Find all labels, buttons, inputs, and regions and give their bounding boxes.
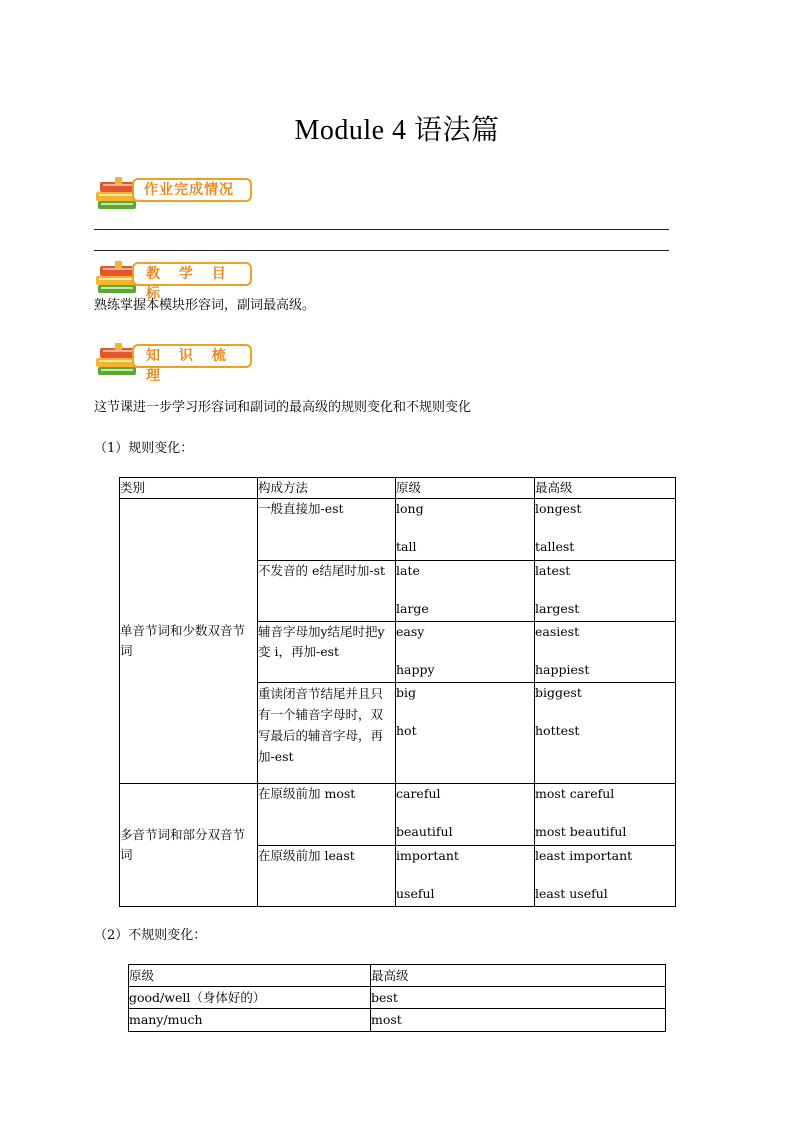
- method-cell: 在原级前加 most: [258, 784, 396, 846]
- method-cell: 辅音字母加y结尾时把y变 i，再加-est: [258, 622, 396, 683]
- category-cell: 单音节词和少数双音节词: [120, 499, 258, 784]
- base-word: easy: [396, 624, 425, 639]
- knowledge-banner: [94, 340, 259, 384]
- intro-text: 这节课进一步学习形容词和副词的最高级的规则变化和不规则变化: [94, 400, 472, 415]
- answer-line-2: [94, 250, 669, 251]
- homework-banner: [94, 174, 259, 218]
- method-cell: 在原级前加 least: [258, 846, 396, 907]
- page-title: Module 4 语法篇: [294, 115, 500, 146]
- table-row: [120, 784, 676, 846]
- super-word: biggest: [535, 685, 582, 700]
- base-cell: [396, 499, 535, 561]
- header-method: 构成方法: [258, 478, 396, 499]
- header-base: 原级: [396, 478, 535, 499]
- table-row: [120, 499, 676, 561]
- super-word: happiest: [535, 662, 590, 677]
- super-cell: [535, 683, 676, 784]
- base-cell: [396, 846, 535, 907]
- super-cell: best: [371, 987, 666, 1009]
- method-cell: 不发音的 e结尾时加-st: [258, 561, 396, 622]
- super-word: most beautiful: [535, 824, 627, 839]
- super-cell: [535, 784, 676, 846]
- super-word: longest: [535, 501, 582, 516]
- super-word: latest: [535, 563, 571, 578]
- super-word: largest: [535, 601, 580, 616]
- header-superlative: 最高级: [371, 965, 666, 987]
- base-word: beautiful: [396, 824, 453, 839]
- base-word: long: [396, 501, 424, 516]
- super-cell: most: [371, 1009, 666, 1032]
- method-cell: 重读闭音节结尾并且只有一个辅音字母时，双写最后的辅音字母，再加-est: [258, 683, 396, 784]
- base-word: large: [396, 601, 429, 616]
- super-cell: [535, 561, 676, 622]
- base-word: happy: [396, 662, 435, 677]
- super-word: least useful: [535, 886, 608, 901]
- super-cell: [535, 499, 676, 561]
- super-cell: [535, 846, 676, 907]
- section-regular: （1）规则变化：: [94, 441, 194, 456]
- table-header-row: [120, 478, 676, 499]
- super-word: tallest: [535, 539, 575, 554]
- table-header-row: [129, 965, 666, 987]
- goals-banner: [94, 258, 259, 302]
- base-cell: [396, 784, 535, 846]
- header-base: 原级: [129, 965, 371, 987]
- base-word: useful: [396, 886, 435, 901]
- base-cell: [396, 683, 535, 784]
- homework-label: 作业完成情况: [132, 178, 252, 202]
- method-cell: 一般直接加-est: [258, 499, 396, 561]
- base-word: hot: [396, 723, 417, 738]
- super-word: most careful: [535, 786, 615, 801]
- base-cell: [396, 561, 535, 622]
- table-row: [129, 987, 666, 1009]
- base-cell: many/much: [129, 1009, 371, 1032]
- base-word: big: [396, 685, 417, 700]
- goal-text: 熟练掌握本模块形容词，副词最高级。: [94, 298, 316, 313]
- irregular-forms-table: [128, 964, 666, 1032]
- super-word: hottest: [535, 723, 580, 738]
- super-cell: [535, 622, 676, 683]
- section-irregular: （2）不规则变化：: [94, 928, 207, 943]
- knowledge-label: 知 识 梳 理: [132, 344, 252, 368]
- goals-label: 教 学 目 标: [132, 262, 252, 286]
- base-word: tall: [396, 539, 417, 554]
- header-category: 类别: [120, 478, 258, 499]
- super-word: easiest: [535, 624, 580, 639]
- base-cell: good/well（身体好的）: [129, 987, 371, 1009]
- base-word: late: [396, 563, 420, 578]
- category-cell: 多音节词和部分双音节词: [120, 784, 258, 907]
- regular-forms-table: [119, 477, 676, 907]
- base-cell: [396, 622, 535, 683]
- table-row: [129, 1009, 666, 1032]
- header-superlative: 最高级: [535, 478, 676, 499]
- base-word: important: [396, 848, 459, 863]
- base-word: careful: [396, 786, 441, 801]
- answer-line-1: [94, 229, 669, 230]
- super-word: least important: [535, 848, 633, 863]
